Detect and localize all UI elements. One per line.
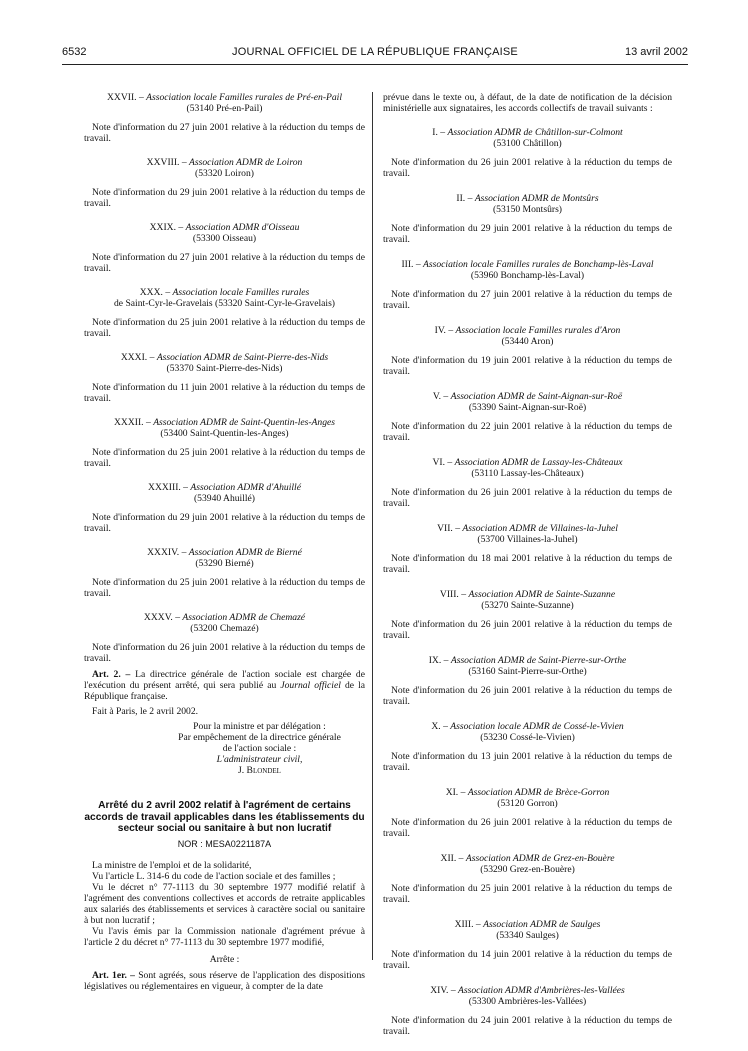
note-information: Note d'information du 11 juin 2001 relative à la réduction du temps de travail. — [84, 382, 365, 404]
note-information: Note d'information du 27 juin 2001 relative à la réduction du temps de travail. — [383, 289, 672, 311]
entry-number: IV. – — [434, 325, 454, 336]
article-2 — [84, 669, 365, 702]
page-header — [62, 46, 688, 65]
association-place: (53290 Bierné) — [195, 558, 254, 569]
article-2-text-a: La directrice générale de l'action sociale est chargée de l'exécution du présent arrêté, qui sera publié au — [84, 669, 365, 691]
association-title — [383, 259, 672, 270]
entry-number: XXX. – — [139, 287, 171, 298]
association-place: (53700 Villaines-la-Juhel) — [477, 534, 578, 545]
signature-line-1: Pour la ministre et par délégation : — [193, 721, 326, 732]
association-entry — [383, 787, 672, 839]
association-name: Association ADMR de Brèce-Gorron — [467, 787, 610, 798]
note-information: Note d'information du 25 juin 2001 relative à la réduction du temps de travail. — [84, 447, 365, 469]
entry-number: XXXV. – — [143, 612, 180, 623]
entry-number: XXIX. – — [149, 222, 184, 233]
association-name: Association locale Familles rurales de Pré-en-Pail — [146, 92, 343, 103]
association-title — [383, 589, 672, 600]
entry-number: II. – — [456, 193, 473, 204]
vu-clause-2: Vu le décret n° 77-1113 du 30 septembre 1977 modifié relatif à l'agrément des conventions collectives et accords de retraite applicables aux salariés des établissements et services à caractère social ou sanitaire à but non lucratif ; — [84, 881, 365, 926]
association-name: Association ADMR de Lassay-les-Châteaux — [454, 457, 623, 468]
association-entry — [383, 391, 672, 443]
association-place: (53940 Ahuillé) — [193, 493, 256, 504]
association-entry — [84, 92, 365, 144]
journal-officiel-ref: Journal officiel — [280, 680, 341, 691]
association-entry — [84, 417, 365, 469]
signature-line-2: Par empêchement de la directrice générale — [178, 732, 341, 743]
article-2-text-b: de la République française. — [84, 680, 365, 702]
note-information: Note d'information du 26 juin 2001 relative à la réduction du temps de travail. — [383, 487, 672, 509]
association-title — [84, 222, 365, 233]
entry-number: V. – — [432, 391, 449, 402]
nor-reference: NOR : MESA0221187A — [177, 838, 272, 849]
association-entry — [383, 523, 672, 575]
signatory-name: J. Blondel — [238, 765, 281, 776]
association-title — [383, 919, 672, 930]
entry-number: I. – — [432, 127, 446, 138]
association-title — [383, 391, 672, 402]
association-place: (53270 Sainte-Suzanne) — [481, 600, 574, 611]
journal-title: JOURNAL OFFICIEL DE LA RÉPUBLIQUE FRANÇAISE — [232, 46, 518, 58]
article-1-label: Art. 1er. – — [92, 969, 135, 981]
signature-line-3: de l'action sociale : — [222, 743, 297, 754]
arrete-title: Arrêté du 2 avril 2002 relatif à l'agrément de certains accords de travail applicables dans les établissements du secteur social ou sanitaire à but non lucratif — [84, 800, 365, 834]
note-information: Note d'information du 29 juin 2001 relative à la réduction du temps de travail. — [84, 512, 365, 534]
association-title — [84, 482, 365, 493]
association-name: Association ADMR de Grez-en-Bouère — [465, 853, 615, 864]
entry-number: VI. – — [432, 457, 453, 468]
article-1 — [84, 970, 365, 992]
entry-number: X. – — [431, 721, 448, 732]
association-title — [383, 325, 672, 336]
association-title — [383, 721, 672, 732]
association-place: (53370 Saint-Pierre-des-Nids) — [166, 363, 283, 374]
place-date: Fait à Paris, le 2 avril 2002. — [92, 706, 199, 717]
association-entry — [84, 157, 365, 209]
association-place: (53100 Châtillon) — [493, 138, 562, 149]
left-column — [84, 92, 365, 992]
association-entry — [383, 127, 672, 179]
note-information: Note d'information du 18 mai 2001 relative à la réduction du temps de travail. — [383, 553, 672, 575]
entry-number: XXXII. – — [114, 417, 151, 428]
note-information: Note d'information du 26 juin 2001 relative à la réduction du temps de travail. — [383, 619, 672, 641]
association-place: (53160 Saint-Pierre-sur-Orthe) — [468, 666, 587, 677]
association-entry — [383, 259, 672, 311]
association-name: Association ADMR de Saulges — [483, 919, 601, 930]
note-information: Note d'information du 14 juin 2001 relative à la réduction du temps de travail. — [383, 949, 672, 971]
association-place: de Saint-Cyr-le-Gravelais (53320 Saint-Cyr-le-Gravelais) — [114, 298, 335, 309]
association-entry — [84, 222, 365, 274]
signature-line-4: L'administrateur civil, — [216, 754, 303, 765]
association-title — [84, 92, 365, 103]
note-information: Note d'information du 25 juin 2001 relative à la réduction du temps de travail. — [84, 577, 365, 599]
issue-date: 13 avril 2002 — [625, 46, 688, 58]
association-title — [383, 655, 672, 666]
association-title — [84, 612, 365, 623]
association-name: Association ADMR de Chemazé — [182, 612, 306, 623]
association-place: (53200 Chemazé) — [190, 623, 259, 634]
article-2-label: Art. 2. – — [92, 669, 131, 680]
association-entry — [383, 853, 672, 905]
note-information: Note d'information du 27 juin 2001 relative à la réduction du temps de travail. — [84, 252, 365, 274]
column-divider — [372, 92, 373, 960]
association-place: (53110 Lassay-les-Châteaux) — [471, 468, 584, 479]
arrete-word: Arrête : — [209, 953, 240, 965]
association-name: Association ADMR de Villaines-la-Juhel — [462, 523, 618, 534]
association-place: (53960 Bonchamp-lès-Laval) — [470, 270, 585, 281]
association-entry — [383, 589, 672, 641]
association-title — [84, 352, 365, 363]
entry-number: XXXIII. – — [148, 482, 188, 493]
association-title — [84, 287, 365, 298]
association-name: Association ADMR d'Ambrières-les-Vallées — [458, 985, 625, 996]
entry-number: XXVIII. – — [146, 157, 187, 168]
entry-number: VIII. – — [439, 589, 467, 600]
association-entry — [383, 325, 672, 377]
association-name: Association locale ADMR de Cossé-le-Vivien — [450, 721, 624, 732]
association-place: (53150 Montsûrs) — [492, 204, 563, 215]
association-name: Association ADMR de Saint-Pierre-des-Nids — [156, 352, 329, 363]
association-title — [84, 547, 365, 558]
association-name: Association ADMR de Sainte-Suzanne — [468, 589, 616, 600]
note-information: Note d'information du 26 juin 2001 relative à la réduction du temps de travail. — [383, 685, 672, 707]
association-title — [383, 523, 672, 534]
vu-clause-3: Vu l'avis émis par la Commission nationale d'agrément prévue à l'article 2 du décret n° 77-1113 du 30 septembre 1977 modifié, — [84, 925, 365, 948]
association-title — [383, 127, 672, 138]
article-1-text: Sont agréés, sous réserve de l'application des dispositions législatives ou réglementaires en vigueur, à compter de la date — [84, 969, 365, 992]
association-title — [84, 417, 365, 428]
association-place: (53440 Aron) — [501, 336, 554, 347]
association-title — [383, 787, 672, 798]
association-place: (53340 Saulges) — [496, 930, 559, 941]
association-name: Association ADMR de Bierné — [188, 547, 302, 558]
note-information: Note d'information du 22 juin 2001 relative à la réduction du temps de travail. — [383, 421, 672, 443]
right-column — [383, 92, 672, 1051]
note-information: Note d'information du 24 juin 2001 relative à la réduction du temps de travail. — [383, 1015, 672, 1037]
vu-clause-1: Vu l'article L. 314-6 du code de l'action sociale et des familles ; — [92, 870, 336, 882]
entry-number: VII. – — [437, 523, 460, 534]
association-place: (53230 Cossé-le-Vivien) — [480, 732, 575, 743]
right-entry-list — [383, 127, 672, 1037]
association-entry — [383, 655, 672, 707]
entry-number: XXVII. – — [106, 92, 144, 103]
association-place: (53290 Grez-en-Bouère) — [480, 864, 575, 875]
association-place: (53400 Saint-Quentin-les-Anges) — [160, 428, 289, 439]
entry-number: III. – — [401, 259, 421, 270]
association-place: (53300 Oisseau) — [192, 233, 257, 244]
association-name: Association ADMR d'Oisseau — [185, 222, 300, 233]
note-information: Note d'information du 26 juin 2001 relative à la réduction du temps de travail. — [84, 642, 365, 664]
association-entry — [84, 547, 365, 599]
association-entry — [383, 919, 672, 971]
association-place: (53300 Ambrières-les-Vallées) — [468, 996, 587, 1007]
association-title — [383, 457, 672, 468]
note-information: Note d'information du 29 juin 2001 relative à la réduction du temps de travail. — [84, 187, 365, 209]
association-name: Association ADMR de Loiron — [189, 157, 303, 168]
association-name: Association ADMR de Saint-Aignan-sur-Roë — [450, 391, 623, 402]
association-entry — [84, 482, 365, 534]
association-place: (53140 Pré-en-Pail) — [186, 103, 263, 114]
association-entry — [383, 721, 672, 773]
minister-line: La ministre de l'emploi et de la solidarité, — [92, 859, 252, 871]
association-name: Association ADMR d'Ahuillé — [190, 482, 301, 493]
association-entry — [383, 985, 672, 1037]
association-name: Association ADMR de Montsûrs — [474, 193, 599, 204]
entry-number: XIV. – — [430, 985, 456, 996]
association-name: Association locale Familles rurales de Bonchamp-lès-Laval — [423, 259, 654, 270]
entry-number: XIII. – — [454, 919, 481, 930]
note-information: Note d'information du 19 juin 2001 relative à la réduction du temps de travail. — [383, 355, 672, 377]
association-title — [84, 157, 365, 168]
association-entry — [383, 457, 672, 509]
association-place: (53320 Loiron) — [195, 168, 254, 179]
right-intro: prévue dans le texte ou, à défaut, de la date de notification de la décision ministérielle aux signataires, les accords collectifs de travail suivants : — [383, 92, 672, 114]
entry-number: XII. – — [440, 853, 464, 864]
note-information: Note d'information du 26 juin 2001 relative à la réduction du temps de travail. — [383, 817, 672, 839]
association-entry — [84, 612, 365, 664]
note-information: Note d'information du 29 juin 2001 relative à la réduction du temps de travail. — [383, 223, 672, 245]
association-place: (53120 Gorron) — [497, 798, 558, 809]
note-information: Note d'information du 25 juin 2001 relative à la réduction du temps de travail. — [84, 317, 365, 339]
note-information: Note d'information du 26 juin 2001 relative à la réduction du temps de travail. — [383, 157, 672, 179]
entry-number: XXXI. – — [120, 352, 155, 363]
association-entry — [84, 352, 365, 404]
association-title — [383, 985, 672, 996]
association-title — [383, 853, 672, 864]
note-information: Note d'information du 25 juin 2001 relative à la réduction du temps de travail. — [383, 883, 672, 905]
association-name: Association ADMR de Châtillon-sur-Colmont — [447, 127, 623, 138]
association-place: (53390 Saint-Aignan-sur-Roë) — [468, 402, 587, 413]
page-number: 6532 — [62, 46, 87, 58]
association-name: Association locale Familles rurales — [172, 287, 310, 298]
association-name: Association locale Familles rurales d'Aron — [455, 325, 621, 336]
association-entry — [383, 193, 672, 245]
association-entry — [84, 287, 365, 339]
association-name: Association ADMR de Saint-Quentin-les-Anges — [153, 417, 335, 428]
note-information: Note d'information du 27 juin 2001 relative à la réduction du temps de travail. — [84, 122, 365, 144]
association-title — [383, 193, 672, 204]
left-entry-list — [84, 92, 365, 664]
entry-number: XI. – — [445, 787, 466, 798]
association-name: Association ADMR de Saint-Pierre-sur-Orthe — [450, 655, 627, 666]
note-information: Note d'information du 13 juin 2001 relative à la réduction du temps de travail. — [383, 751, 672, 773]
entry-number: XXXIV. – — [147, 547, 187, 558]
entry-number: IX. – — [428, 655, 449, 666]
